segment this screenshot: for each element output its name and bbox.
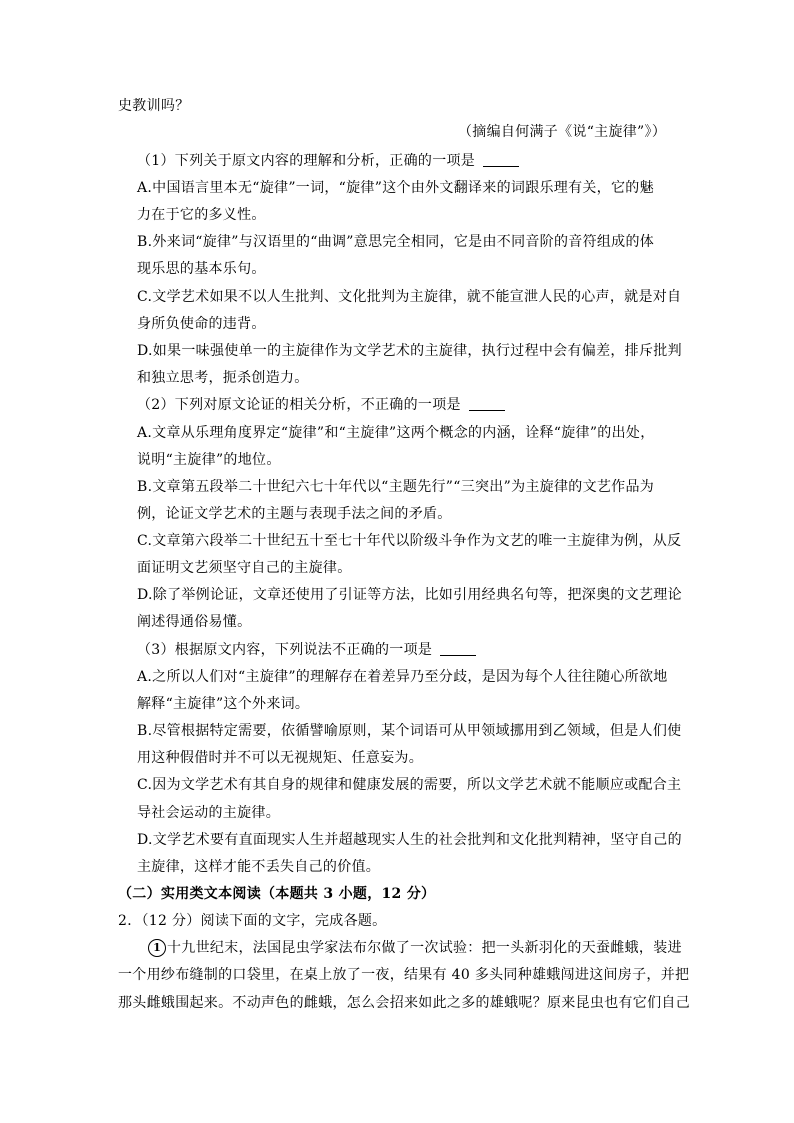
q1-option-a-line1: A.中国语言里本无“旋律”一词，“旋律”这个由外文翻译来的词跟乐理有关，它的魅 xyxy=(137,180,654,196)
q2-option-a-line2: 说明“主旋律”的地位。 xyxy=(137,452,281,468)
q3-option-c-line2: 导社会运动的主旋律。 xyxy=(137,805,280,821)
question-3-answer-blank[interactable] xyxy=(440,641,476,656)
q3-option-b-line1: B.尽管根据特定需要，依循譬喻原则，某个词语可从甲领域挪用到乙领域，但是人们使 xyxy=(137,723,682,739)
passage-paragraph-1-line1 xyxy=(148,938,682,958)
paragraph-1-text-line1: 十九世纪末，法国昆虫学家法布尔做了一次试验：把一头新羽化的天蚕雌蛾，装进 xyxy=(167,940,682,956)
q3-option-d-line1: D.文学艺术要有直面现实人生并超越现实人生的社会批判和文化批判精神，坚守自己的 xyxy=(137,832,682,848)
question-3-stem xyxy=(137,640,476,660)
passage-paragraph-1-line3: 那头雌蛾围起来。不动声色的雌蛾，怎么会招来如此之多的雄蛾呢？原来昆虫也有它们自己 xyxy=(118,995,690,1011)
question-1-answer-blank[interactable] xyxy=(483,152,519,167)
q3-option-a-line1: A.之所以人们对“主旋律”的理解存在着差异乃至分歧，是因为每个人往往随心所欲地 xyxy=(137,669,668,685)
question-2-stem xyxy=(137,395,505,415)
question-1-text: （1）下列关于原文内容的理解和分析，正确的一项是 xyxy=(137,153,476,169)
q2-option-c-line1: C.文章第六段举二十世纪五十至七十年代以阶级斗争作为文艺的唯一主旋律为例，从反 xyxy=(137,533,682,549)
q1-option-a-line2: 力在于它的多义性。 xyxy=(137,207,266,223)
question-2-answer-blank[interactable] xyxy=(469,396,505,411)
q3-option-a-line2: 解释“主旋律”这个外来词。 xyxy=(137,696,310,712)
q2-option-d-line1: D.除了举例论证，文章还使用了引证等方法，比如引用经典名句等，把深奥的文艺理论 xyxy=(137,587,682,603)
q2-option-d-line2: 阐述得通俗易懂。 xyxy=(137,614,252,630)
section-2-heading: （二）实用类文本阅读（本题共 3 小题，12 分） xyxy=(118,886,436,902)
q3-option-d-line2: 主旋律，这样才能不丢失自己的价值。 xyxy=(137,859,381,875)
passage-source-citation: （摘编自何满子《说“主旋律”》） xyxy=(458,124,667,140)
question-3-text: （3）根据原文内容，下列说法不正确的一项是 xyxy=(137,642,433,658)
q1-option-b-line1: B.外来词“旋律”与汉语里的“曲调”意思完全相同，它是由不同音阶的音符组成的体 xyxy=(137,234,655,250)
q1-option-d-line1: D.如果一味强使单一的主旋律作为文学艺术的主旋律，执行过程中会有偏差，排斥批判 xyxy=(137,343,682,359)
q1-option-d-line2: 和独立思考，扼杀创造力。 xyxy=(137,370,309,386)
q1-option-c-line2: 身所负使命的违背。 xyxy=(137,316,266,332)
q3-option-c-line1: C.因为文学艺术有其自身的规律和健康发展的需要，所以文学艺术就不能顺应或配合主 xyxy=(137,777,682,793)
paragraph-number-marker: 1 xyxy=(148,939,166,957)
question-2-main-instruction: 2．（12 分）阅读下面的文字，完成各题。 xyxy=(118,913,387,929)
q2-option-b-line1: B.文章第五段举二十世纪六七十年代以“主题先行”“三突出”为主旋律的文艺作品为 xyxy=(137,479,655,495)
q1-option-c-line1: C.文学艺术如果不以人生批判、文化批判为主旋律，就不能宣泄人民的心声，就是对自 xyxy=(137,289,682,305)
q2-option-b-line2: 例，论证文学艺术的主题与表现手法之间的矛盾。 xyxy=(137,506,452,522)
q2-option-a-line1: A.文章从乐理角度界定“旋律”和“主旋律”这两个概念的内涵，诠释“旋律”的出处， xyxy=(137,425,655,441)
q1-option-b-line2: 现乐思的基本乐句。 xyxy=(137,261,266,277)
previous-passage-ending: 史教训吗？ xyxy=(118,98,190,114)
question-1-stem xyxy=(137,151,519,171)
passage-paragraph-1-line2: 一个用纱布缝制的口袋里，在桌上放了一夜，结果有 40 多头同种雄蛾闯进这间房子，并把 xyxy=(118,967,690,983)
q2-option-c-line2: 面证明文艺须坚守自己的主旋律。 xyxy=(137,560,352,576)
q3-option-b-line2: 用这种假借时并不可以无视规矩、任意妄为。 xyxy=(137,750,423,766)
question-2-text: （2）下列对原文论证的相关分析，不正确的一项是 xyxy=(137,397,461,413)
